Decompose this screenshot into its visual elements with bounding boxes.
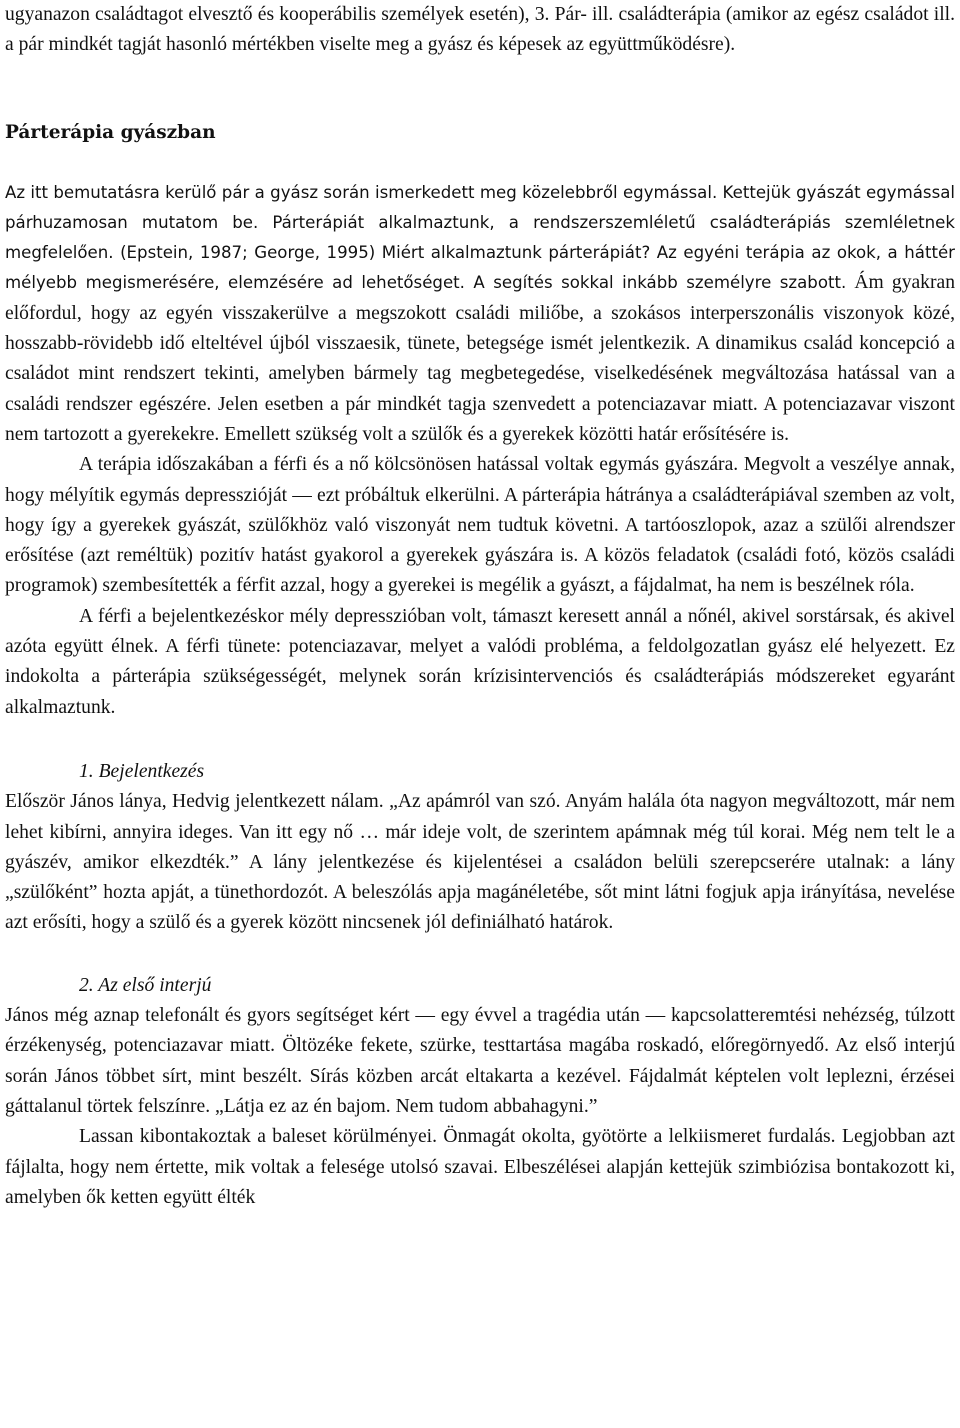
parterapia-paragraph-1-sans: Az itt bemutatásra kerülő pár a gyász során ismerkedett meg közelebbről egymással. Kettejük gyászát egymással párhuzamosan mutatom be. Párterápiát alkalmaztunk, a rendszerszemléletű családterápiás szemléletnek megfelelően. (Epstein, 1987; George, 1995) Miért alkalmaztunk párterápiát? Az egyéni terápia az okok, a háttér mélyebb megismerésére, elemzésére ad lehetőséget. A segítés sokkal inkább személyre szabott.	[5, 182, 955, 293]
section-heading-parterapia: Párterápia gyászban	[5, 121, 216, 143]
bejelentkezes-paragraph: Először János lánya, Hedvig jelentkezett nálam. „Az apámról van szó. Anyám halála óta nagyon megváltozott, már nem lehet kibírni, annyira ideges. Van itt egy nő … már ideje volt, de szerintem apámnak még túl korai. Még nem telt le a gyászév, amikor elkezdték.” A lány jelentkezése és kijelentései a családon belüli szerepcserére utalnak: a lány „szülőként” hozta apját, a tünethordozót. A beleszólás apja magánéletébe, sőt mint látni fogjuk apja irányítása, nevelése azt erősíti, hogy a szülő és a gyerek között nincsenek jól definiálható határok.	[5, 791, 955, 934]
parterapia-paragraph-3: A férfi a bejelentkezéskor mély depresszióban volt, támaszt keresett annál a nőnél, akivel sorstársak, és akivel azóta együtt élnek. A férfi tünete: potenciazavar, melyet a valódi probléma, a feldolgozatlan gyász elé helyezett. Ez indokolta a párterápia szükségességét, melynek során krízisintervenciós és családterápiás módszereket egyaránt alkalmaztunk.	[5, 605, 955, 718]
parterapia-paragraph-1	[5, 178, 955, 451]
elso-interju-paragraph-2: Lassan kibontakoztak a baleset körülményei. Önmagát okolta, gyötörte a lelkiismeret furdalás. Legjobban azt fájlalta, hogy nem értette, mik voltak a felesége utolsó szavai. Elbeszélései alapján kettejük szimbiózisa bontakozott ki, amelyben ők ketten együtt élték	[5, 1126, 955, 1208]
subheading-bejelentkezes: 1. Bejelentkezés	[79, 760, 205, 782]
document-page	[5, 0, 955, 1428]
parterapia-paragraph-2: A terápia időszakában a férfi és a nő kölcsönösen hatással voltak egymás gyászára. Megvolt a veszélye annak, hogy mélyítik egymás depresszióját ― ezt próbáltuk elkerülni. A párterápia hátránya a családterápiával szemben az volt, hogy így a gyerekek gyászát, szülőkhöz való viszonyát nem tudtuk követni. A tartóoszlopok, azaz a szülői alrendszer erősítése (azt reméltük) pozitív hatást gyakorol a gyerekek gyászára is. A közös feladatok (családi fotó, közös családi programok) szembesítették a férfit azzal, hogy a gyerekei is megélik a gyászt, a fájdalmat, ha nem is beszélnek róla.	[5, 454, 955, 597]
elso-interju-paragraph-1: János még aznap telefonált és gyors segítséget kért ― egy évvel a tragédia után ― kapcsolatteremtési nehézség, túlzott érzékenység, potenciazavar miatt. Öltözéke fekete, szürke, testtartása magába roskadó, előregörnyedő. Az első interjú során János többet sírt, mint beszélt. Sírás közben arcát eltakarta a kezével. Fájdalmát képtelen volt leplezni, érzései gáttalanul törtek felszínre. „Látja ez az én bajom. Nem tudom abbahagyni.”	[5, 1005, 955, 1117]
subheading-elso-interju: 2. Az első interjú	[79, 974, 212, 996]
parterapia-paragraph-1-serif: Ám gyakran előfordul, hogy az egyén visszakerülve a megszokott családi miliőbe, a szokásos interperszonális viszonyok közé, hosszabb-rövidebb idő elteltével újból visszaesik, tünete, betegsége ismét jelentkezik. A dinamikus család koncepció a családot mint rendszert tekinti, amelyben bármely tag megbetegedése, viselkedésének megváltozása hatással van a családi rendszer egészére. Jelen esetben a pár mindkét tagja szenvedett a potenciazavar miatt. A potenciazavar viszont nem tartozott a gyerekekre. Emellett szükség volt a szülők és a gyerekek közötti határ erősítésére is.	[5, 272, 955, 445]
intro-paragraph: ugyanazon családtagot elvesztő és kooperábilis személyek esetén), 3. Pár- ill. családterápia (amikor az egész családot ill. a pár mindkét tagját hasonló mértékben viselte meg a gyász és képesek az együttműködésre).	[5, 4, 955, 56]
